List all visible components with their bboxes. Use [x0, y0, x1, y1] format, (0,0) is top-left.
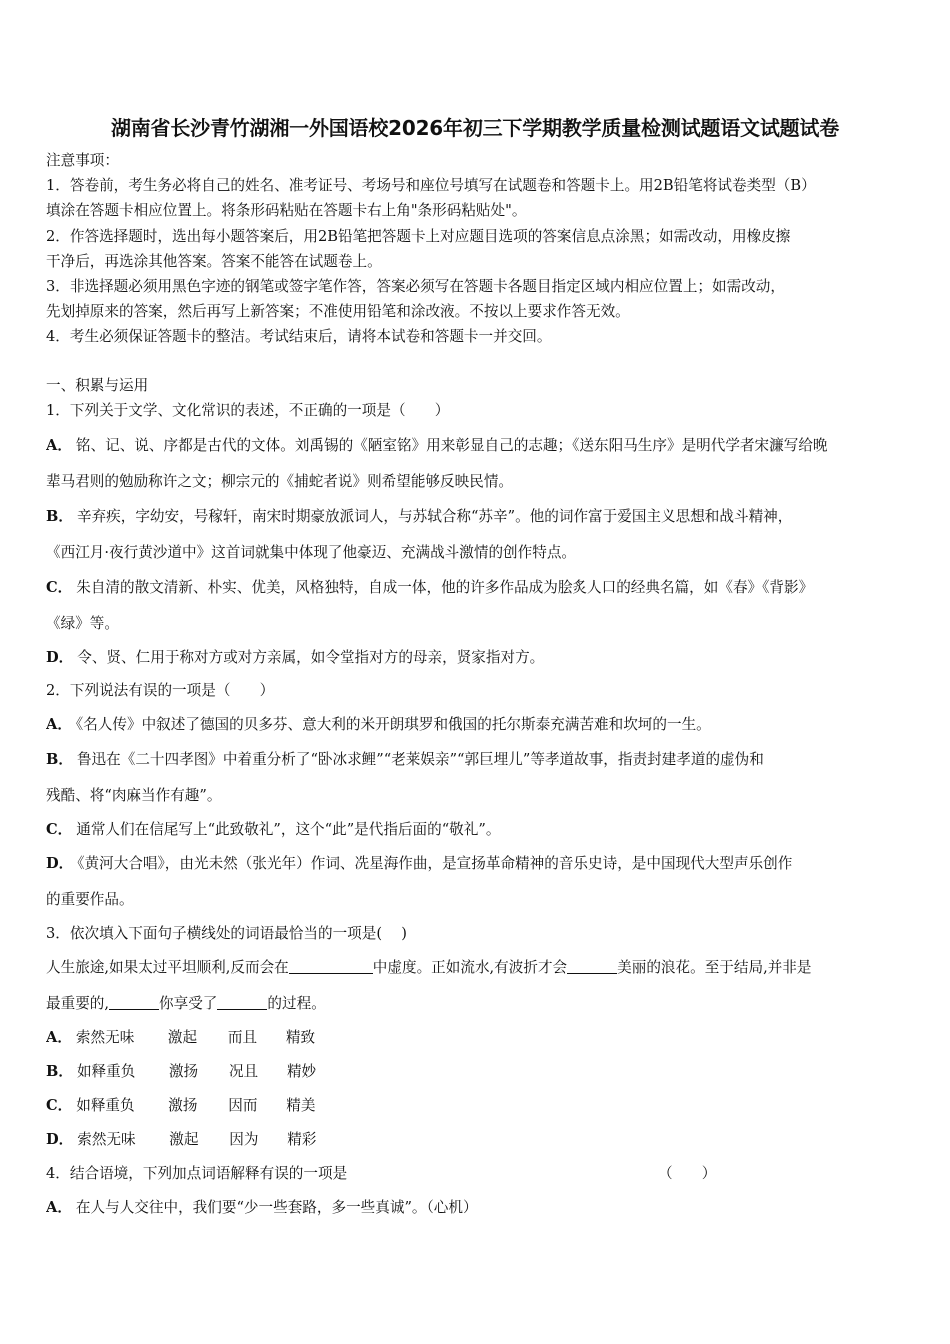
- option-label: D．: [46, 649, 74, 666]
- q3-passage-line: [46, 994, 908, 1014]
- option-text: 令、贤、仁用于称对方或对方亲属，如令堂指对方的母亲，贤家指对方。: [77, 649, 545, 666]
- option-word: 索然无味: [75, 1029, 135, 1046]
- option-label: A．: [46, 1029, 72, 1046]
- option-word: 精美: [286, 1097, 316, 1114]
- q1-option-c-cont: 《绿》等。: [46, 615, 119, 632]
- q1-option-d: [46, 648, 908, 668]
- q2-option-d-cont: 的重要作品。: [46, 891, 134, 908]
- option-label: B．: [46, 1063, 73, 1080]
- q2-option-d: [46, 854, 908, 874]
- notice-line: 填涂在答题卡相应位置上。将条形码粘贴在答题卡右上角"条形码粘贴处"。: [46, 202, 527, 219]
- notice-line: 3．非选择题必须用黑色字迹的钢笔或签字笔作答，答案必须写在答题卡各题目指定区域内相应位置上；如需改动，: [46, 278, 785, 295]
- option-label: A．: [46, 716, 72, 733]
- option-word: 精致: [285, 1029, 316, 1046]
- option-text: 《名人传》中叙述了德国的贝多芬、意大利的米开朗琪罗和俄国的托尔斯泰充满苦难和坎坷的一生。: [75, 716, 711, 733]
- option-word: 激起: [169, 1131, 199, 1148]
- q2-option-b: [46, 750, 908, 770]
- option-word: 精妙: [286, 1063, 317, 1080]
- passage-text: 人生旅途,如果太过平坦顺利,反而会在: [46, 959, 289, 976]
- option-label: C．: [46, 821, 73, 838]
- option-word: 如释重负: [76, 1097, 135, 1114]
- q1-option-a: [46, 436, 908, 456]
- passage-text: 美丽的浪花。至于结局,并非是: [617, 959, 812, 976]
- answer-blank: [289, 959, 373, 974]
- q2-option-c: [46, 820, 908, 840]
- q2-option-b-cont: 残酷、将“肉麻当作有趣”。: [46, 787, 222, 804]
- option-label: C．: [46, 579, 73, 596]
- q3-option-d: [46, 1130, 908, 1150]
- option-label: B．: [46, 508, 73, 525]
- notice-line: 干净后，再选涂其他答案。答案不能答在试题卷上。: [46, 253, 382, 270]
- option-word: 如释重负: [76, 1063, 136, 1080]
- page-title: 湖南省长沙青竹湖湘一外国语校2026年初三下学期教学质量检测试题语文试题试卷: [110, 116, 840, 140]
- q3-option-a: [46, 1028, 908, 1048]
- option-word: 因为: [229, 1131, 259, 1148]
- answer-blank: [109, 995, 159, 1010]
- option-label: D．: [46, 855, 74, 872]
- option-label: A．: [46, 1199, 72, 1216]
- q3-option-c: [46, 1096, 908, 1116]
- notice-line: 1．答卷前，考生务必将自己的姓名、准考证号、考场号和座位号填写在试题卷和答题卡上。用2B铅笔将试卷类型（B）: [46, 177, 816, 194]
- q3-option-b: [46, 1062, 908, 1082]
- answer-blank: [217, 995, 267, 1010]
- option-text: 朱自清的散文清新、朴实、优美，风格独特，自成一体，他的许多作品成为脍炙人口的经典名篇，如《春》《背影》: [76, 579, 814, 596]
- q3-stem: 3．依次填入下面句子横线处的词语最恰当的一项是( ): [46, 925, 407, 942]
- q1-option-c: [46, 578, 908, 598]
- option-word: 而且: [227, 1029, 258, 1046]
- option-text: 在人与人交往中，我们要“少一些套路，多一些真诚”。（心机）: [75, 1199, 478, 1216]
- option-text: 辛弃疾，字幼安，号稼轩，南宋时期豪放派词人，与苏轼合称“苏辛”。他的词作富于爱国主义思想和战斗精神，: [76, 508, 793, 525]
- option-word: 因而: [228, 1097, 258, 1114]
- notice-line: 2．作答选择题时，选出每小题答案后，用2B铅笔把答题卡上对应题目选项的答案信息点涂黑；如需改动，用橡皮擦: [46, 228, 791, 245]
- answer-parentheses: （ ）: [658, 1165, 717, 1182]
- option-text: 鲁迅在《二十四孝图》中着重分析了“卧冰求鲤”“老莱娱亲”“郭巨埋儿”等孝道故事，指责封建孝道的虚伪和: [76, 751, 764, 768]
- q4-option-a: [46, 1198, 908, 1218]
- section-heading: 一、积累与运用: [46, 377, 149, 394]
- option-text: 《黄河大合唱》，由光未然（张光年）作词、冼星海作曲，是宣扬革命精神的音乐史诗，是中国现代大型声乐创作: [77, 855, 793, 872]
- option-word: 激扬: [168, 1097, 198, 1114]
- option-label: C．: [46, 1097, 73, 1114]
- notice-line: 4．考生必须保证答题卡的整洁。考试结束后，请将本试卷和答题卡一并交回。: [46, 328, 552, 345]
- q2-stem: 2．下列说法有误的一项是（ ）: [46, 682, 275, 699]
- option-word: 况且: [228, 1063, 259, 1080]
- option-word: 激起: [167, 1029, 198, 1046]
- q4-stem: [46, 1164, 908, 1184]
- option-text: 铭、记、说、序都是古代的文体。刘禹锡的《陋室铭》用来彰显自己的志趣；《送东阳马生序》是明代学者宋濂写给晚: [75, 437, 828, 454]
- option-text: 通常人们在信尾写上“此致敬礼”，这个“此”是代指后面的“敬礼”。: [76, 821, 501, 838]
- notice-heading: 注意事项：: [46, 152, 119, 169]
- option-label: D．: [46, 1131, 74, 1148]
- q1-option-a-cont: 辈马君则的勉励称许之文；柳宗元的《捕蛇者说》则希望能够反映民情。: [46, 473, 514, 490]
- q1-option-b-cont: 《西江月·夜行黄沙道中》这首词就集中体现了他豪迈、充满战斗激情的创作特点。: [46, 544, 577, 561]
- notice-line: 先划掉原来的答案，然后再写上新答案；不准使用铅笔和涂改液。不按以上要求作答无效。: [46, 303, 630, 320]
- option-word: 精彩: [287, 1131, 317, 1148]
- option-word: 索然无味: [77, 1131, 136, 1148]
- passage-text: 最重要的,: [46, 995, 110, 1012]
- answer-blank: [567, 959, 617, 974]
- q2-option-a: [46, 715, 908, 735]
- option-label: A．: [46, 437, 72, 454]
- passage-text: 的过程。: [267, 995, 326, 1012]
- passage-text: 中虚度。正如流水,有波折才会: [372, 959, 568, 976]
- passage-text: 你享受了: [159, 995, 218, 1012]
- option-label: B．: [46, 751, 73, 768]
- q4-stem-text: 4．结合语境，下列加点词语解释有误的一项是: [46, 1165, 348, 1182]
- option-word: 激扬: [168, 1063, 199, 1080]
- q3-passage-line: [46, 958, 908, 978]
- q1-stem: 1．下列关于文学、文化常识的表述，不正确的一项是（ ）: [46, 402, 450, 419]
- q1-option-b: [46, 507, 908, 527]
